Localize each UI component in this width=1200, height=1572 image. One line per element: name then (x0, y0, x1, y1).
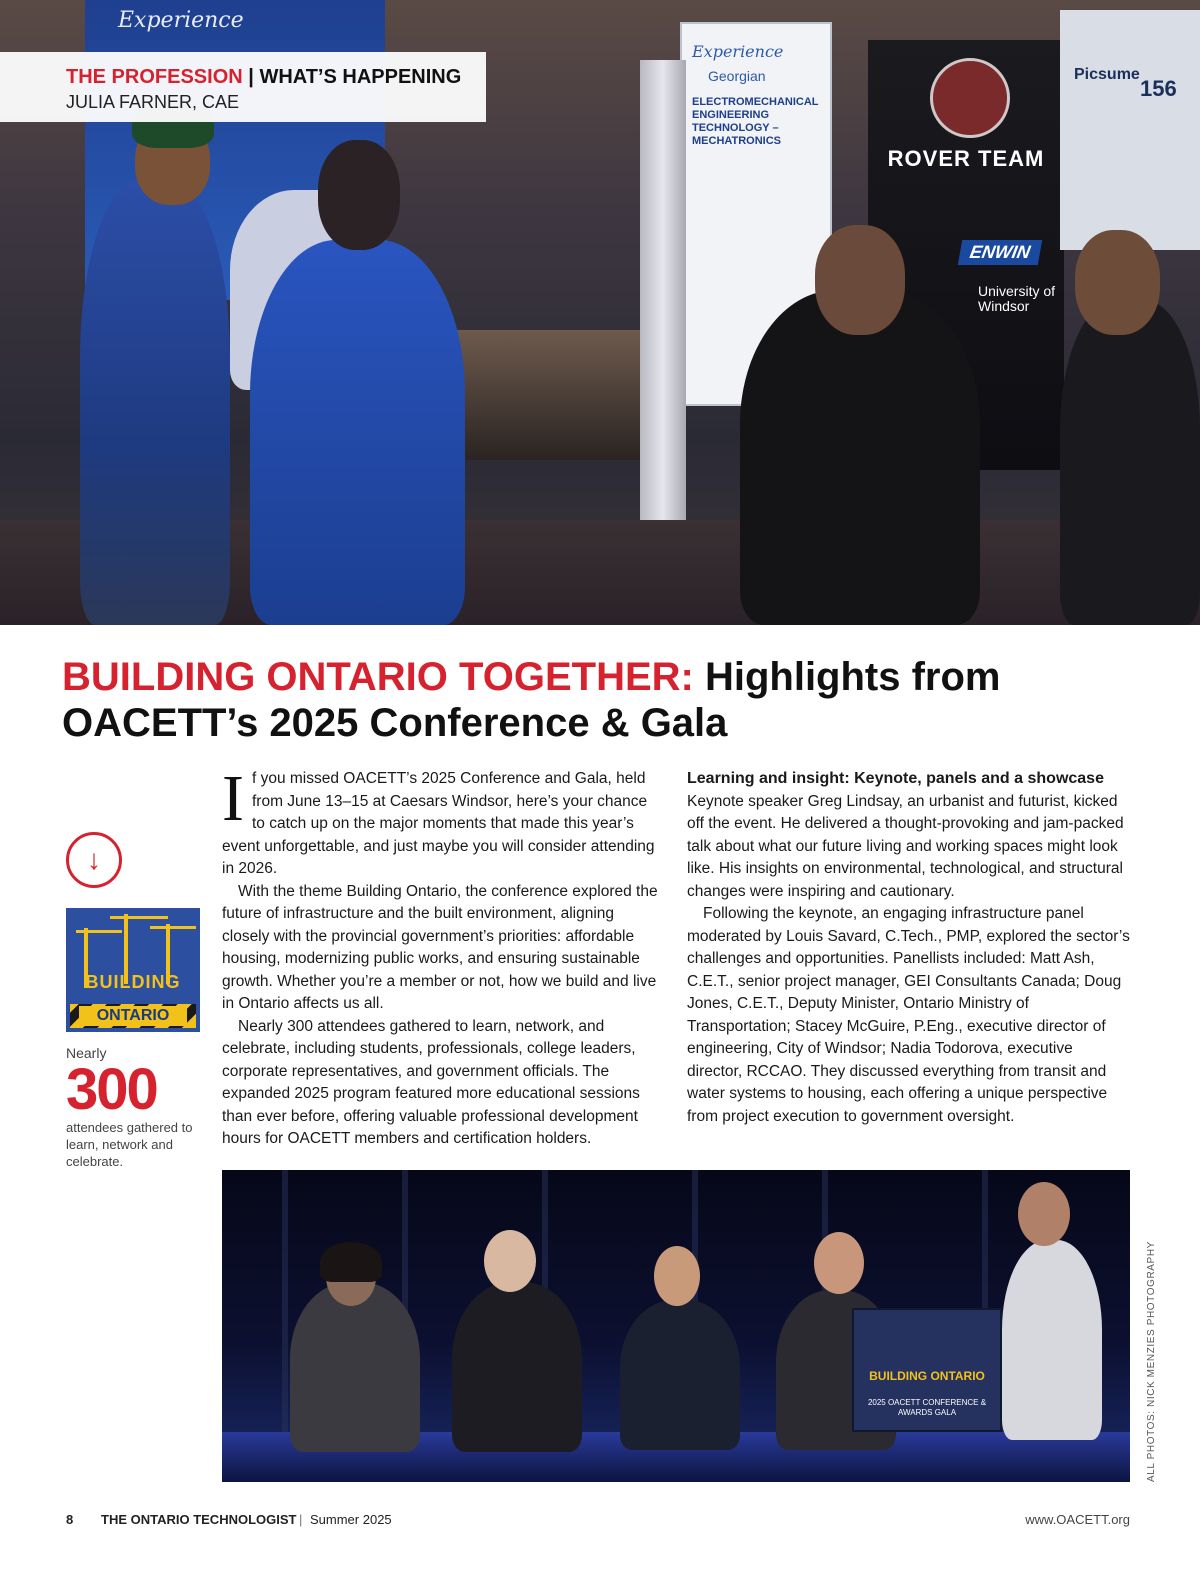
podium-title: BUILDING ONTARIO (869, 1369, 985, 1383)
hero-photo (0, 0, 1200, 625)
stat-description: attendees gathered to learn, network and celebrate. (66, 1120, 193, 1169)
magazine-name: THE ONTARIO TECHNOLOGIST (101, 1512, 297, 1527)
paragraph (222, 762, 660, 881)
logo-building-text: BUILDING (85, 972, 181, 992)
person-silhouette (740, 290, 980, 625)
moderator-head (1018, 1182, 1070, 1246)
person-silhouette (80, 180, 230, 625)
person-head (815, 225, 905, 335)
paragraph: Keynote speaker Greg Lindsay, an urbanist and futurist, kicked off the event. He delivered a thought-provoking and jam-packed talk about what our future living and working spaces might look like. His insights on environmental, technological, and structural changes were inspiring and cautionary. (687, 792, 1124, 900)
blue-banner-text: Experience (118, 8, 244, 33)
panelist-head (654, 1246, 700, 1306)
footer-separator: | (299, 1512, 303, 1527)
paragraph-text: f you missed OACETT’s 2025 Conference and Gala, held from June 13–15 at Caesars Windsor, here’s your chance to catch up on the major moments that made this year’s event unforgettable, and just maybe you will consider attending in 2026. (222, 770, 655, 877)
podium (852, 1308, 1002, 1432)
kicker-section: THE PROFESSION (66, 66, 243, 88)
panelist (290, 1282, 420, 1452)
sponsor-logo: ENWIN (958, 240, 1042, 265)
banner-program-text: ELECTROMECHANICAL ENGINEERING TECHNOLOGY – MECHATRONICS (692, 96, 819, 147)
photo-credit: ALL PHOTOS: NICK MENZIES PHOTOGRAPHY (1146, 1241, 1157, 1482)
crane-icon (150, 926, 196, 929)
panelist-hair (320, 1242, 382, 1282)
section-subhead: Learning and insight: Keynote, panels and a showcase (687, 770, 1104, 787)
issue-date: Summer 2025 (310, 1512, 392, 1527)
page-number: 8 (66, 1512, 74, 1527)
person-silhouette (1060, 300, 1200, 625)
paragraph: With the theme Building Ontario, the conference explored the future of infrastructure and the built environment, aligning closely with the provincial government’s priorities: affordable housing, modernizing public works, and ensuring sustainable growth. Whether you’re a member or not, how we build and live in Ontario affects us all. (222, 882, 658, 1012)
kicker-topic: WHAT’S HAPPENING (259, 66, 462, 88)
right-booth-banner (1060, 10, 1200, 250)
article-column-2 (687, 768, 1132, 1128)
arrow-down-circle-icon: ↓ (66, 832, 122, 888)
banner-georgian-text: Georgian (708, 68, 766, 84)
booth-number: 156 (1140, 76, 1177, 101)
article-headline (62, 654, 1142, 746)
kicker-separator: | (248, 66, 254, 88)
panel-photo (222, 1170, 1130, 1482)
crane-icon (76, 930, 122, 933)
headline-highlight: BUILDING ONTARIO TOGETHER: (62, 655, 694, 699)
rover-logo-icon (930, 58, 1010, 138)
building-ontario-logo (66, 908, 200, 1032)
headline-rest: Highlights from OACETT’s 2025 Conference & Gala (62, 655, 1001, 745)
panelist (620, 1300, 740, 1450)
website-url: www.OACETT.org (1025, 1512, 1130, 1527)
paragraph: Following the keynote, an engaging infrastructure panel moderated by Louis Savard, C.Tech., PMP, explored the sector’s challenges and opportunities. Panellists included: Matt Ash, C.E.T., senior project manager, GEI Consultants Canada; Doug Jones, C.E.T., Deputy Minister, Ontario Ministry of Transportation; Stacey McGuire, P.Eng., executive director of engineering, City of Windsor; Nadia Todorova, executive director, RCCAO. They discussed everything from transit and water systems to housing, each offering a unique perspective from project execution to government oversight. (687, 905, 1130, 1125)
person-head (318, 140, 400, 250)
section-kicker (66, 66, 461, 89)
logo-ontario-text: ONTARIO (79, 1006, 187, 1026)
banner-experience-text: Experience (692, 42, 784, 61)
panelist-head (484, 1230, 536, 1292)
logo-ontario-band (70, 1004, 196, 1028)
panelist (452, 1282, 582, 1452)
right-banner-brand: Picsume (1074, 66, 1140, 83)
rover-team-title: ROVER TEAM (887, 146, 1045, 171)
article-column-1 (222, 762, 660, 1151)
moderator (1002, 1240, 1102, 1440)
university-logo: University of Windsor (978, 283, 1056, 314)
person-silhouette (250, 240, 465, 625)
panelist-head (814, 1232, 864, 1294)
person-head (1075, 230, 1160, 335)
paragraph: Nearly 300 attendees gathered to learn, network, and celebrate, including students, professionals, college leaders, corporate representatives, and government officials. The expanded 2025 program featured more educational sessions than ever before, offering valuable professional development hours for OACETT members and certification holders. (222, 1017, 640, 1147)
stat-prefix: Nearly (66, 1045, 107, 1061)
drop-cap: I (222, 762, 244, 835)
podium-subtitle: 2025 OACETT CONFERENCE & AWARDS GALA (867, 1398, 987, 1417)
crane-icon (110, 916, 168, 919)
stat-number: 300 (66, 1057, 157, 1122)
author-byline: JULIA FARNER, CAE (66, 92, 240, 112)
